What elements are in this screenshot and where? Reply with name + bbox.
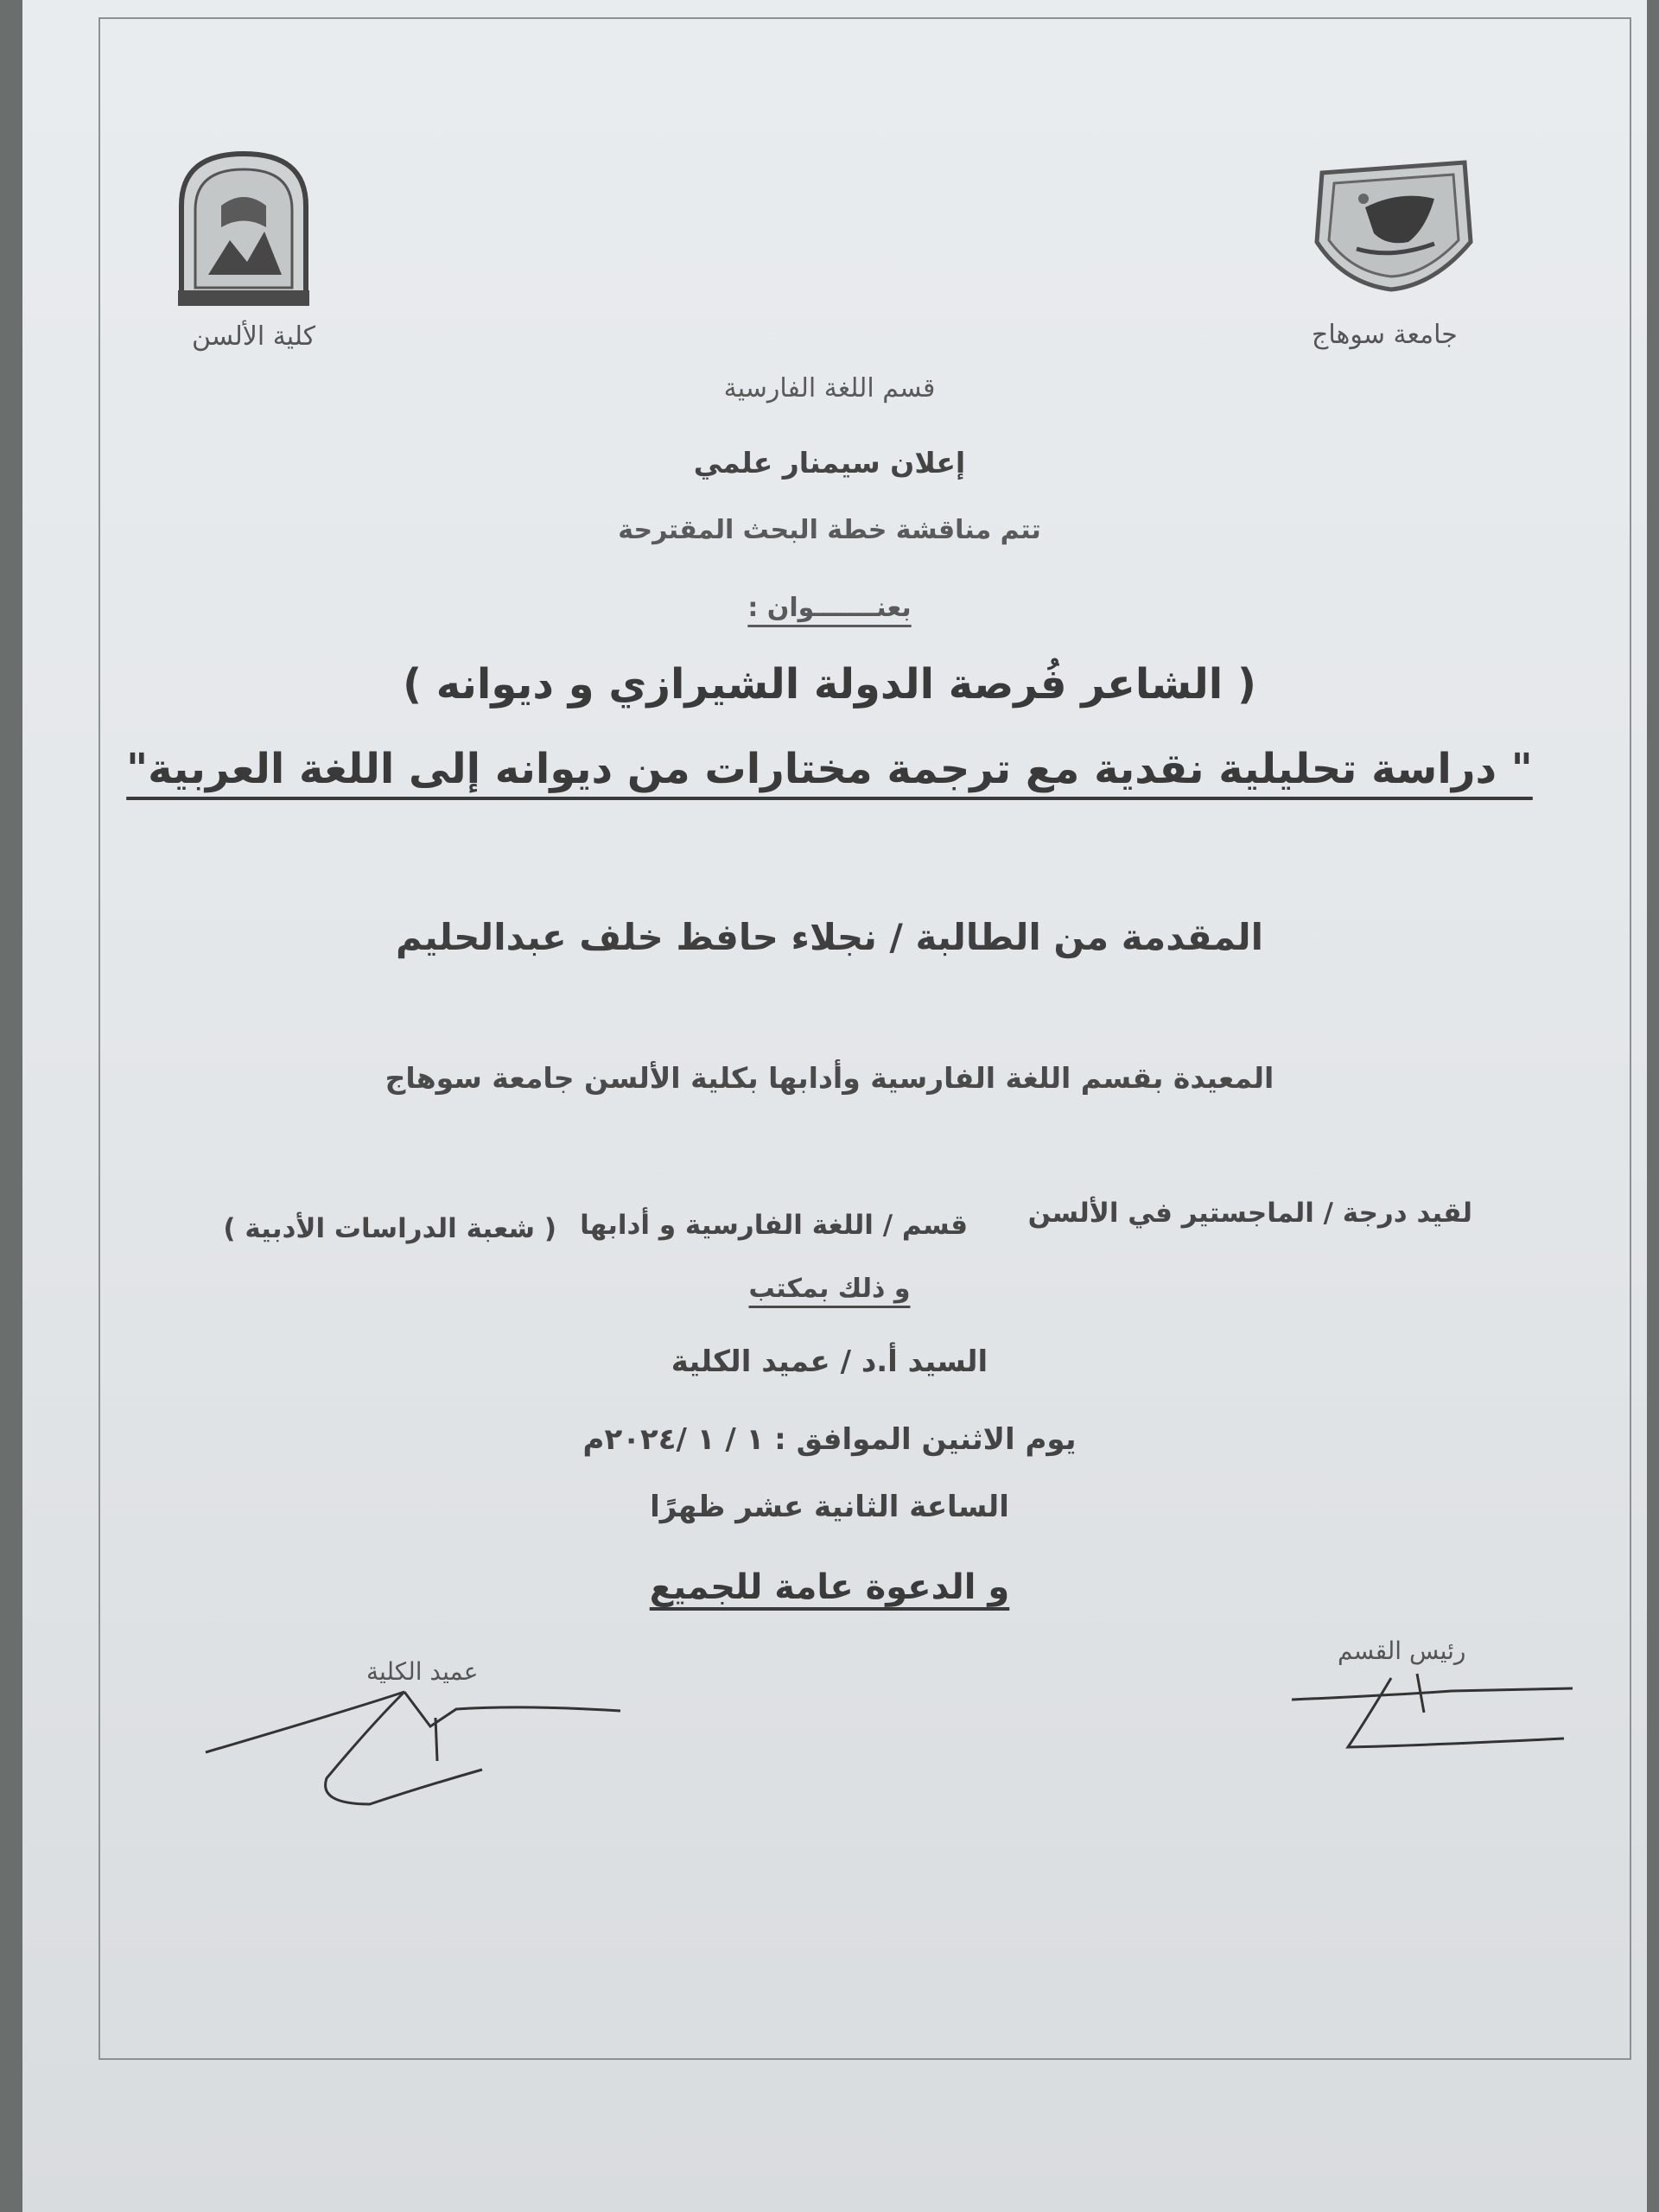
invitation-line (0, 1567, 1659, 1607)
dean-signature-label: عميد الكلية (366, 1657, 479, 1686)
announcement-heading: إعلان سيمنار علمي (693, 446, 966, 480)
presenter-line: المقدمة من الطالبة / نجلاء حافظ خلف عبدالحليم (395, 916, 1264, 958)
discussion-line: تتم مناقشة خطة البحث المقترحة (618, 515, 1041, 545)
faculty-name: كلية الألسن (192, 321, 316, 352)
location-intro-text: و ذلك بمكتب (748, 1274, 911, 1304)
department-head-signature-label: رئيس القسم (1338, 1637, 1466, 1665)
thesis-subtitle (0, 745, 1659, 793)
dean-signature-icon (197, 1675, 646, 1813)
office-line: السيد أ.د / عميد الكلية (671, 1344, 988, 1379)
department-head-signature-icon (1287, 1669, 1573, 1773)
sohag-university-seal-icon (1305, 147, 1482, 294)
faculty-seal-icon (169, 145, 318, 309)
thesis-subtitle-text: " دراسة تحليلية نقدية مع ترجمة مختارات من ديوانه إلى اللغة العربية" (126, 745, 1533, 793)
degree-label: لقيد درجة / الماجستير في الألسن (1027, 1198, 1472, 1229)
location-intro (0, 1274, 1659, 1304)
thesis-title: ( الشاعر فُرصة الدولة الشيرازي و ديوانه ) (403, 660, 1256, 709)
affiliation-line: المعيدة بقسم اللغة الفارسية وأدابها بكلية الألسن جامعة سوهاج (385, 1061, 1274, 1095)
date-line: يوم الاثنين الموافق : ١ / ١ /٢٠٢٤م (582, 1422, 1077, 1457)
department-name: قسم اللغة الفارسية (723, 373, 936, 404)
branch-label: ( شعبة الدراسات الأدبية ) (223, 1213, 556, 1244)
university-name: جامعة سوهاج (1312, 320, 1458, 350)
title-label: بعنـــــــوان : (747, 593, 912, 623)
time-line: الساعة الثانية عشر ظهرًا (650, 1490, 1009, 1524)
department-field: قسم / اللغة الفارسية و أدابها (580, 1210, 968, 1241)
invitation-text: و الدعوة عامة للجميع (649, 1567, 1010, 1607)
